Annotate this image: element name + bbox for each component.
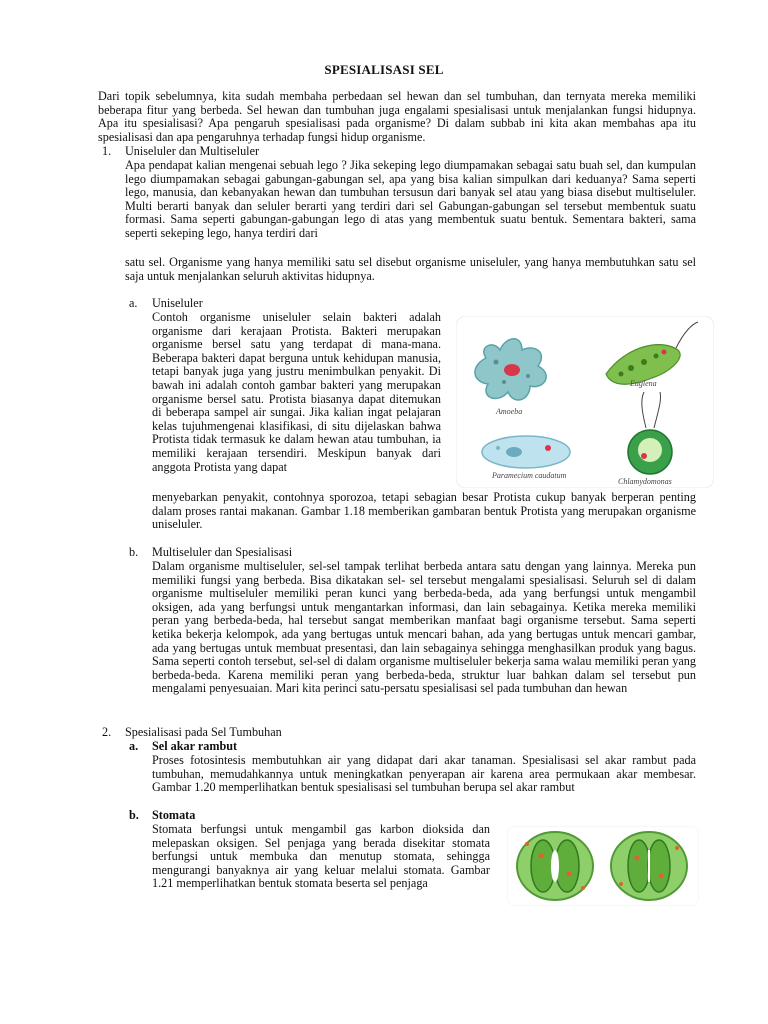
uniseluler-paragraph-continued: menyebarkan penyakit, contohnya sporozoa, tetapi sebagian besar Protista cukup banyak berperan penting dalam proses rantai makanan. Gambar 1.18 memberikan gambaran bentuk Protista yang merupakan organisme uniseluler. [152, 490, 696, 532]
section1-number: 1. [102, 144, 112, 158]
amoeba-label: Amoeba [496, 407, 523, 416]
sub-b-heading: Multiseluler dan Spesialisasi [152, 545, 293, 559]
paramecium-label: Paramecium caudatum [492, 471, 567, 480]
section2-number: 2. [102, 725, 112, 739]
paramecium-illustration [482, 436, 570, 468]
sub-a-letter: a. [129, 296, 138, 310]
sub-b-letter: b. [129, 545, 139, 559]
sub-a-heading: Uniseluler [152, 296, 203, 310]
euglena-label: Euglena [630, 379, 657, 388]
section2-sub-b-letter: b. [129, 808, 139, 822]
chlamydomonas-label: Chlamydomonas [618, 477, 672, 486]
section2-heading: Spesialisasi pada Sel Tumbuhan [125, 725, 282, 739]
section2-sub-a-letter: a. [129, 739, 139, 753]
sel-akar-rambut-paragraph: Proses fotosintesis membutuhkan air yang didapat dari akar tanaman. Spesialisasi sel akar rambut pada tumbuhan, memudahkannya untuk meningkatkan penyerapan air karena area permukaan akar membesar. Gambar 1.20 memperlihatkan bentuk spesialisasi sel tumbuhan berupa sel akar rambut [152, 753, 696, 795]
section1-paragraph-1: Apa pendapat kalian mengenai sebuah lego ? Jika sekeping lego diumpamakan sebagai satu buah sel, dan kumpulan lego diumpamakan sebagai gabungan-gabungan sel, apa yang bisa kalian simpulkan dari keduanya? Sama seperti lego, manusia, dan kebanyakan hewan dan tumbuhan tersusun dari banyak sel atau yang biasa disebut multiseluler. Multi berarti banyak dan seluler berarti yang terdiri dari sel Gabungan-gabungan sel tersebut membentuk suatu formasi. Sama seperti gabungan-gabungan lego di atas yang membentuk suatu bentuk. Sementara bakteri, sama seperti sekeping lego, hanya terdiri dari [125, 158, 696, 240]
stomata-open-illustration [517, 832, 593, 900]
section1-paragraph-2: satu sel. Organisme yang hanya memiliki satu sel disebut organisme uniseluler, yang hanya membutuhkan satu sel saja untuk menjalankan seluruh aktivitas hidupnya. [125, 255, 696, 283]
sel-akar-rambut-heading: Sel akar rambut [152, 739, 238, 753]
page-title: SPESIALISASI SEL [324, 62, 444, 77]
protista-figure [456, 316, 714, 488]
stomata-heading: Stomata [152, 808, 196, 822]
stomata-paragraph: Stomata berfungsi untuk mengambil gas karbon dioksida dan melepaskan oksigen. Sel penjaga yang berada disekitar stomata berfungsi untuk membuka dan menutup stomata, sehingga mengurangi banyaknya air yang keluar melalui stomata. Gambar 1.21 memperlihatkan bentuk stomata beserta sel penjaga [152, 822, 490, 891]
multiseluler-paragraph: Dalam organisme multiseluler, sel-sel tampak terlihat berbeda antara satu dengan yang lainnya. Mereka pun memiliki fungsi yang berbeda. Bisa dikatakan sel- sel tersebut mengalami spesialisasi. Seluruh sel di dalam organisme multiseluler memiliki peran kunci yang berbeda-beda, ada yang berfungsi untuk mengambil oksigen, ada yang berfungsi untuk mengantarkan informasi, dan lain sebagainya. Ketika mereka memiliki peran yang berbeda-beda, hal tersebut sangat memberikan manfaat bagi organisme tersebut. Sama seperti ketika bekerja kelompok, ada yang bertugas untuk mencari bahan, ada yang bertugas untuk mencari gambar, ada yang bertugas untuk membuat presentasi, dan lain sebagainya sehingga menghasilkan produk yang bagus. Sama seperti contoh tersebut, sel-sel di dalam organisme multiseluler bekerja sama walau memiliki peran yang berbeda-beda. Karena memiliki peran yang berbeda-beda, struktur luar bahkan dalam sel tersebut pun mengalami penyesuaian. Mari kita perinci satu-persatu spesialisasi sel pada tumbuhan dan hewan [152, 559, 696, 696]
stomata-figure [507, 826, 699, 906]
section1-heading: Uniseluler dan Multiseluler [125, 144, 260, 158]
uniseluler-paragraph: Contoh organisme uniseluler selain bakteri adalah organisme dari kerajaan Protista. Bakteri merupakan organisme bersel satu yang terdapat di mana-mana. Beberapa bakteri dapat berguna untuk kehidupan manusia, tetapi banyak juga yang justru menimbulkan penyakit. Di bawah ini adalah contoh gambar bakteri yang merupakan organisme bersel satu. Protista biasanya dapat ditemukan di beberapa sampel air sungai. Jika kalian ingat pelajaran kelas tujuhmengenai klasifikasi, di situ dijelaskan bahwa Protista tidak termasuk ke dalam hewan atau tumbuhan, ia memiliki kerajaan tersendiri. Meskipun banyak dari anggota Protista yang dapat [152, 310, 441, 474]
stomata-closed-illustration [611, 832, 687, 900]
intro-paragraph: Dari topik sebelumnya, kita sudah membaha perbedaan sel hewan dan sel tumbuhan, dan ternyata mereka memiliki beberapa fitur yang berbeda. Sel hewan dan tumbuhan juga engalami spesialisasi untuk menjalankan fungsi hidupnya. Apa itu spesialisasi? Apa pengaruh spesialisasi pada organisme? Di dalam subbab ini kita akan membahas apa itu spesialisasi dan apa pengaruhnya terhadap fungsi hidup organisme. [98, 89, 696, 144]
